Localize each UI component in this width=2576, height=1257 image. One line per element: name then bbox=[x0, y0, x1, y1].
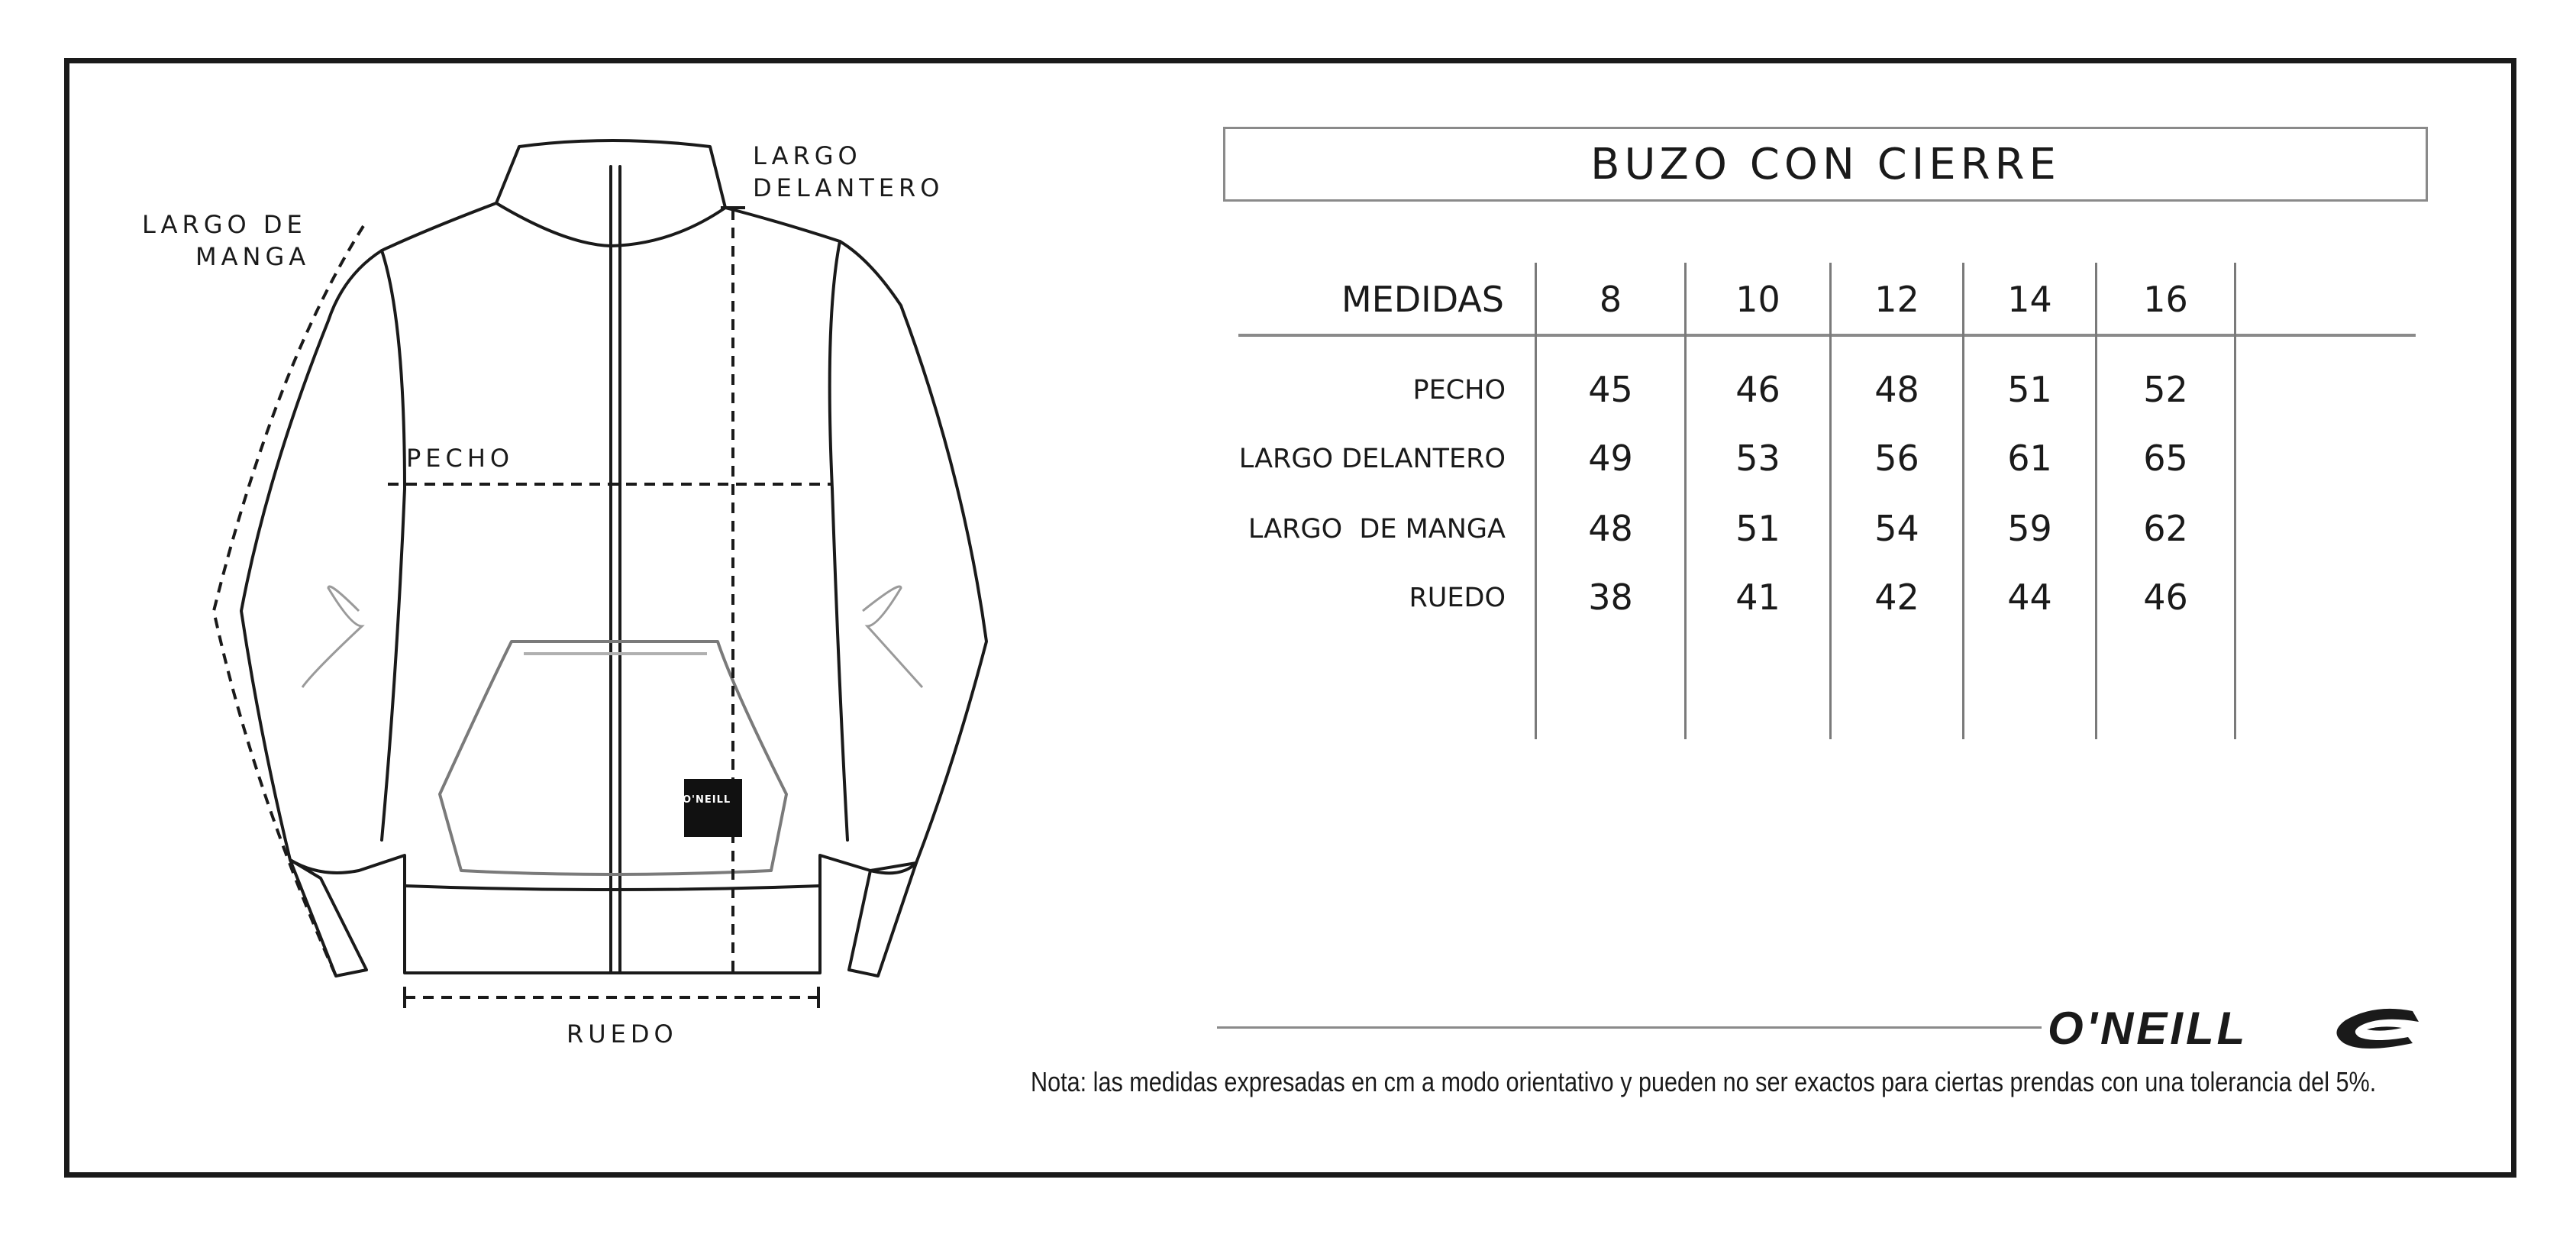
table-column-divider bbox=[2095, 263, 2097, 739]
table-cell: 51 bbox=[2007, 369, 2052, 410]
table-cell: 48 bbox=[1874, 369, 1919, 410]
table-cell: 45 bbox=[1588, 369, 1633, 410]
table-row-label: LARGO DELANTERO bbox=[1238, 444, 1506, 474]
largo-manga-label-line1: LARGO DE bbox=[142, 210, 307, 239]
table-cell: 54 bbox=[1874, 508, 1919, 549]
disclaimer-note: Nota: las medidas expresadas en cm a modo orientativo y pueden no ser exactos para ciertas prendas con una tolerancia del 5%. bbox=[1031, 1066, 2377, 1097]
table-cell: 62 bbox=[2143, 508, 2188, 549]
table-header-size: 10 bbox=[1735, 279, 1780, 320]
table-cell: 41 bbox=[1735, 577, 1780, 618]
brand-tag-text: O'NEILL bbox=[683, 794, 731, 806]
table-cell: 44 bbox=[2007, 577, 2052, 618]
oneill-wave-icon bbox=[2329, 1007, 2420, 1054]
jacket-body-outline bbox=[241, 203, 986, 973]
table-cell: 51 bbox=[1735, 508, 1780, 549]
table-cell: 46 bbox=[2143, 577, 2188, 618]
largo-manga-label-line2: MANGA bbox=[195, 242, 311, 271]
largo-delantero-label-line2: DELANTERO bbox=[753, 173, 944, 202]
table-header-size: 16 bbox=[2143, 279, 2188, 320]
table-cell: 53 bbox=[1735, 438, 1780, 479]
right-cuff bbox=[849, 863, 916, 976]
table-cell: 61 bbox=[2007, 438, 2052, 479]
table-row-label: RUEDO bbox=[1409, 583, 1506, 613]
table-column-divider bbox=[1684, 263, 1687, 739]
table-cell: 48 bbox=[1588, 508, 1633, 549]
title-box bbox=[1223, 127, 2428, 202]
table-cell: 38 bbox=[1588, 577, 1633, 618]
table-header-size: 14 bbox=[2007, 279, 2052, 320]
table-cell: 46 bbox=[1735, 369, 1780, 410]
brand-tag bbox=[684, 779, 742, 837]
ruedo-label: RUEDO bbox=[567, 1019, 678, 1049]
table-header-divider bbox=[1238, 334, 2416, 337]
largo-manga-measure-line bbox=[214, 226, 363, 976]
table-column-divider bbox=[1829, 263, 1832, 739]
table-header-medidas: MEDIDAS bbox=[1341, 279, 1504, 320]
table-cell: 56 bbox=[1874, 438, 1919, 479]
table-column-divider bbox=[1962, 263, 1964, 739]
left-cuff bbox=[290, 860, 366, 976]
table-cell: 65 bbox=[2143, 438, 2188, 479]
table-cell: 52 bbox=[2143, 369, 2188, 410]
table-header-size: 8 bbox=[1599, 279, 1622, 320]
table-cell: 59 bbox=[2007, 508, 2052, 549]
table-row-label: LARGO DE MANGA bbox=[1248, 514, 1506, 544]
table-column-divider bbox=[2234, 263, 2236, 739]
table-cell: 49 bbox=[1588, 438, 1633, 479]
page-title: BUZO CON CIERRE bbox=[1590, 139, 2061, 189]
brand-divider bbox=[1217, 1026, 2042, 1029]
table-row-label: PECHO bbox=[1412, 375, 1506, 406]
table-cell: 42 bbox=[1874, 577, 1919, 618]
pecho-label: PECHO bbox=[406, 444, 515, 473]
table-column-divider bbox=[1535, 263, 1537, 739]
table-header-size: 12 bbox=[1874, 279, 1919, 320]
largo-delantero-label-line1: LARGO bbox=[753, 141, 862, 170]
brand-wordmark: O'NEILL bbox=[2048, 1003, 2248, 1054]
